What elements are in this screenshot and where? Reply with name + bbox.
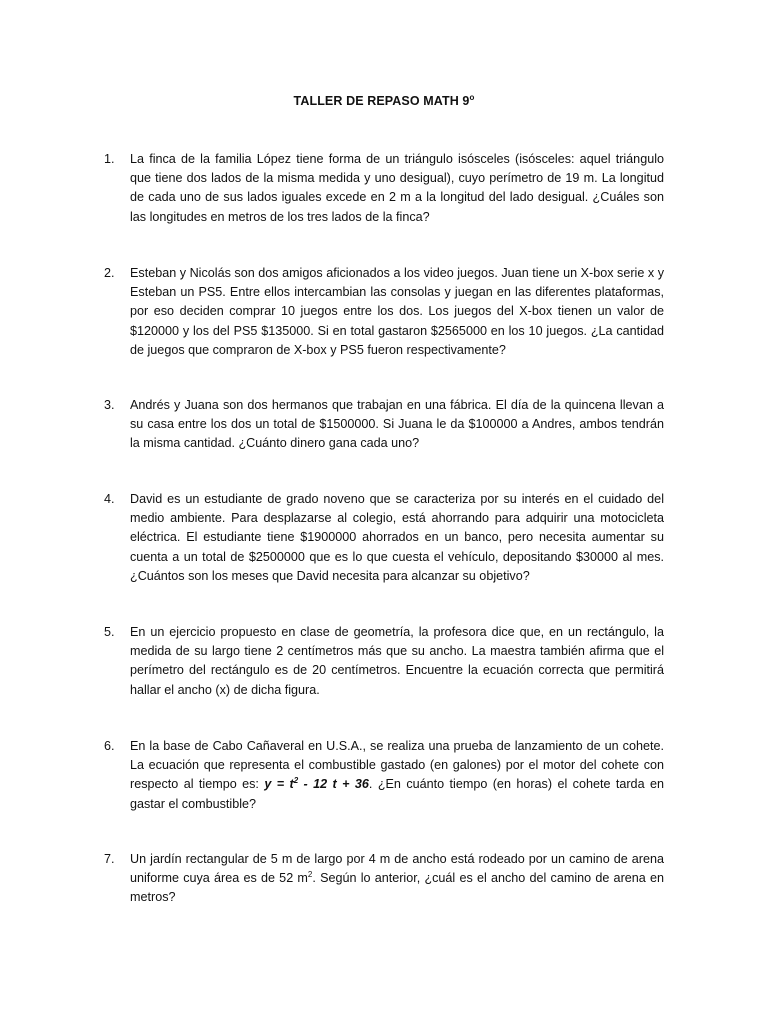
problem-text: Andrés y Juana son dos hermanos que trabajan en una fábrica. El día de la quincena llevan a su casa entre los dos un total de $1500000. Si Juana le da $100000 a Andres, ambos tendrán la misma cantidad. ¿Cuánto dinero gana cada uno? — [130, 398, 664, 451]
problem-number: 2. — [104, 266, 115, 280]
problem-number: 6. — [104, 739, 115, 753]
problem-text — [130, 850, 664, 908]
problem-item-7 — [104, 850, 664, 908]
problem-text-after: . ¿En cuánto tiempo (en horas) el cohete tarda en gastar el combustible? — [130, 777, 664, 811]
rocket-equation — [264, 777, 369, 791]
problem-item-1 — [104, 150, 664, 227]
problem-item-3 — [104, 396, 664, 454]
title-text: TALLER DE REPASO MATH 9 — [293, 94, 470, 108]
problem-item-2 — [104, 264, 664, 360]
equation-exponent: 2 — [293, 776, 299, 786]
page-title — [0, 93, 768, 108]
problem-text: En un ejercicio propuesto en clase de geometría, la profesora dice que, en un rectángulo, la medida de su largo tiene 2 centímetros más que su ancho. La maestra también afirma que el perímetro del rectángulo es de 20 centímetros. Encuentre la ecuación correcta que permitirá hallar el ancho (x) de dicha figura. — [130, 625, 664, 697]
problem-text-before: En la base de Cabo Cañaveral en U.S.A., se realiza una prueba de lanzamiento de un cohete. La ecuación que representa el combustible gastado (en galones) por el motor del cohete con respecto al tiempo es: — [130, 739, 664, 792]
problem-item-6 — [104, 737, 664, 814]
problem-text — [130, 737, 664, 814]
problem-text: David es un estudiante de grado noveno que se caracteriza por su interés en el cuidado del medio ambiente. Para desplazarse al colegio, está ahorrando para adquirir una motocicleta eléctrica. El estudiante tiene $1900000 ahorrados en un banco, pero necesita aumentar su cuenta a un total de $2500000 que es lo que cuesta el vehículo, depositando $30000 al mes. ¿Cuántos son los meses que David necesita para alcanzar su objetivo? — [130, 492, 664, 583]
problem-text-after: . Según lo anterior, ¿cuál es el ancho del camino de arena en metros? — [130, 871, 664, 905]
problem-number: 4. — [104, 492, 115, 506]
area-exponent: 2 — [307, 870, 313, 880]
problem-number: 1. — [104, 152, 115, 166]
problem-number: 7. — [104, 852, 115, 866]
problem-number: 5. — [104, 625, 115, 639]
problem-number: 3. — [104, 398, 115, 412]
problem-item-5 — [104, 623, 664, 700]
problem-text: Esteban y Nicolás son dos amigos aficionados a los video juegos. Juan tiene un X-box serie x y Esteban un PS5. Entre ellos intercambian las consolas y juegan en las diferentes plataformas, por eso deciden comprar 10 juegos entre los dos. Los juegos del X-box tienen un valor de $120000 y los del PS5 $135000. Si en total gastaron $2565000 en los 10 juegos. ¿La cantidad de juegos que compraron de X-box y PS5 fueron respectivamente? — [130, 266, 664, 357]
problem-text-before: Un jardín rectangular de 5 m de largo por 4 m de ancho está rodeado por un camino de arena uniforme cuya área es de 52 m — [130, 852, 664, 886]
equation-lhs: y = t — [264, 777, 294, 792]
problem-text: La finca de la familia López tiene forma de un triángulo isósceles (isósceles: aquel triángulo que tiene dos lados de la misma medida y uno desigual), cuyo perímetro de 19 m. La longitud de cada uno de sus lados iguales excede en 2 m a la longitud del lado desigual. ¿Cuáles son las longitudes en metros de los tres lados de la finca? — [130, 152, 664, 224]
title-superscript: o — [469, 93, 475, 102]
equation-rhs: - 12 t + 36 — [298, 777, 369, 792]
problem-item-4 — [104, 490, 664, 586]
